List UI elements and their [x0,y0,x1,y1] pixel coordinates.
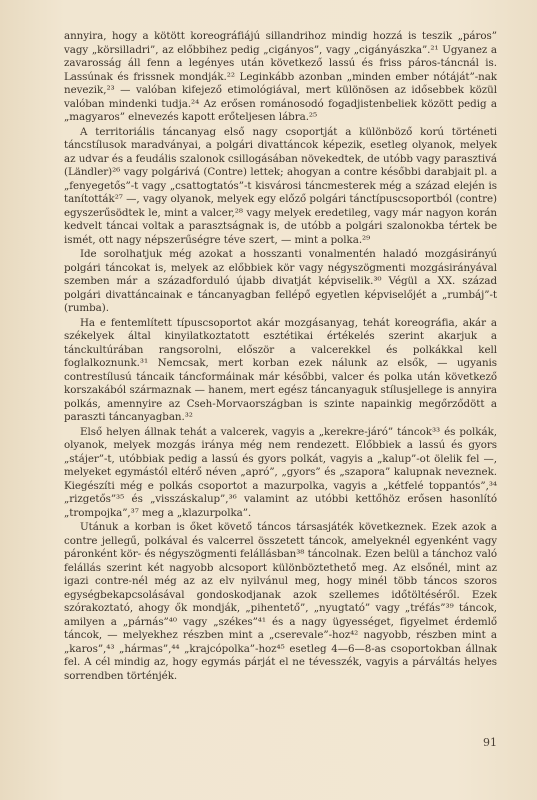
paragraph-3: Ide sorolhatjuk még azokat a hosszanti vonalmentén haladó mozgásirányú polgári táncokat is, melyek az előbbiek kör vagy négyszögmenti mozgásirányával szemben már a századforduló újabb divatját képviselik.³⁰ Végül a XX. század polgári divattáncainak e táncanyagban fellépő egyetlen képviselőjét a „rumbáj”-t (rumba). [64,248,497,314]
paragraph-1: annyira, hogy a kötött koreográfiájú sillandrihoz mindig hozzá is teszik „páros” vagy „körsilladri”, az előbbihez pedig „cigányos”, vagy „cigányászka”.²¹ Ugyanez a zavarosság áll fenn a legényes után következő lassú és friss páros-táncnál is. Lassúnak és frissnek mondják.²² Leginkább azonban „minden ember nótáját”-nak nevezik,²³ — valóban kifejező etimológiával, mert különösen az idősebbek közül valóban mindenki tudja.²⁴ Az erősen románosodó fogadjistenbeliek között pedig a „magyaros” elnevezés kapott erőteljesen lábra.²⁵ [64,30,497,123]
page-number: 91 [483,736,497,749]
paragraph-2: A territoriális táncanyag első nagy csoportját a különböző korú történeti táncstílusok maradványai, a polgári divattáncok képezik, esetleg olyanok, melyek az udvar és a feudális szalonok csillogásában növekedtek, de utóbb vagy parasztivá (Ländler)²⁶ vagy polgárivá (Contre) lettek; ahogyan a contre későbbi darabjait pl. a „fenyegetős”-t vagy „csattogtatós”-t kisvárosi táncmesterek még a század elején is tanították²⁷ —, vagy olyanok, melyek egy előző polgári tánctípuscsoportból (contre) egyszerűsödtek le, mint a valcer,²⁸ vagy melyek eredetileg, vagy már nagyon korán kedvelt táncai voltak a parasztságnak is, de utóbb a polgári szalonokba tértek be ismét, ott nagy népszerűségre téve szert, — mint a polka.²⁹ [64,125,497,246]
paragraph-5: Első helyen állnak tehát a valcerek, vagyis a „kerekre-járó” táncok³³ és polkák, olyanok, melyek mozgás iránya még nem rendezett. Előbbiek a lassú és gyors „stájer”-t, utóbbiak pedig a lassú és gyors polkát, vagyis a „kalup”-ot ölelik fel —, melyeket egymástól eltérő néven „apró”, „gyors” és „szapora” kalupnak neveznek. Kiegészíti még e polkás csoportot a mazurpolka, vagyis a „kétfelé toppantós”,³⁴ „rizgetős”³⁵ és „visszáskalup”,³⁶ valamint az utóbbi kettőhöz erősen hasonlító „trompojka”,³⁷ meg a „klazurpolka”. [64,425,497,519]
paragraph-6: Utánuk a korban is őket követő táncos társasjáték következnek. Ezek azok a contre jellegű, polkával és valcerrel összetett táncok, amelyeknél egyenként vagy páronként kör- és négyszögmenti felállásban³⁸ táncolnak. Ezen belül a tánchoz való felállás szerint két nagyobb alcsoport különböztethető meg. Az elsőnél, mint az igazi contre-nél még az az elv nyilvánul meg, hogy minél több táncos szoros egységbekapcsolásával gondoskodjanak azok szellemes időtöltéséről. Ezek szórakoztató, ahogy ők mondják, „pihentető”, „nyugtató” vagy „tréfás”³⁹ táncok, amilyen a „párnás”⁴⁰ vagy „székes”⁴¹ és a nagy ügyességet, figyelmet érdemlő táncok, — melyekhez részben mint a „cserevale”-hoz⁴² nagyobb, részben mint a „karos”,⁴³ „hármas”,⁴⁴ „krajcópolka”-hoz⁴⁵ esetleg 4—6—8-as csoportokban állnak fel. A cél mindig az, hogy egymás párját el ne tévesszék, vagyis a párváltás helyes sorrendben történjék. [64,521,497,682]
paragraph-4: Ha e fentemlített típuscsoportot akár mozgásanyag, tehát koreográfia, akár a székelyek által kinyilatkoztatott esztétikai értékelés szerint akarjuk a tánckultúrában rangsorolni, először a valcerekkel és polkákkal kell foglalkoznunk.³¹ Nemcsak, mert korban ezek nálunk az elsők, — ugyanis contrestílusú táncaik táncformáinak már későbbi, valcer és polka után következő korszakából származnak — hanem, mert egész táncanyaguk stílusjellege is annyira polkás, amennyire az Cseh-Morvaországban is szinte napainkig megőrződött a paraszti táncanyagban.³² [64,316,497,423]
